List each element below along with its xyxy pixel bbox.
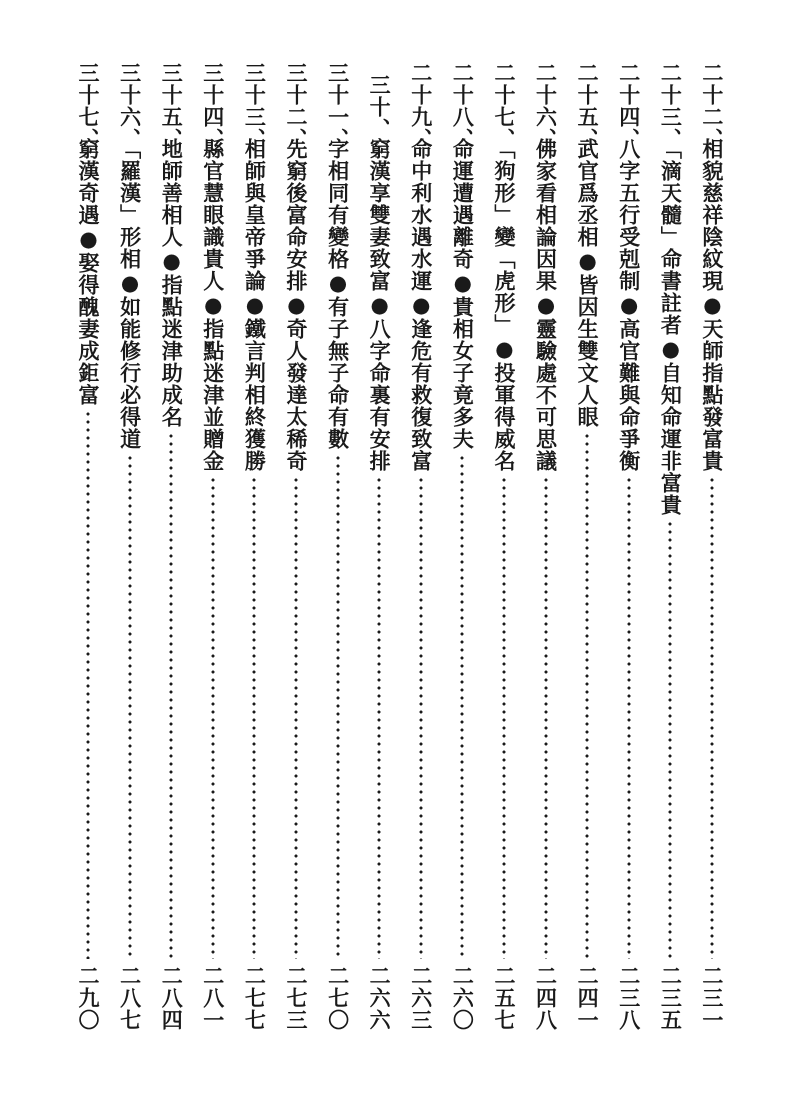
entry-number: 三十六、 <box>117 62 143 150</box>
toc-entry[interactable] <box>611 62 647 1047</box>
dot-leader <box>211 476 215 959</box>
entry-number: 二十六、 <box>533 62 559 150</box>
entry-number: 三十、 <box>367 74 393 140</box>
entry-page-number: 二七〇 <box>325 965 351 1031</box>
entry-page-number: 二七七 <box>242 965 268 1031</box>
dot-leader <box>336 454 340 959</box>
entry-title: 命運遭遇離奇●貴相女子竟多夫 <box>450 138 476 450</box>
toc-entry[interactable] <box>236 62 272 1047</box>
toc-entry[interactable] <box>361 62 397 1047</box>
toc-entry[interactable] <box>195 62 231 1047</box>
toc-entry[interactable] <box>694 62 730 1047</box>
entry-title: 「狗形」變「虎形」●投軍得威名 <box>491 138 517 472</box>
entry-title: 地師善相人●指點迷津助成名 <box>159 138 185 428</box>
dot-leader <box>169 432 173 959</box>
dot-leader <box>419 476 423 959</box>
entry-title: 縣官慧眼識貴人●指點迷津並贈金 <box>200 138 226 472</box>
entry-number: 三十四、 <box>200 62 226 150</box>
entry-number: 三十七、 <box>76 62 101 150</box>
toc-entry[interactable] <box>278 62 314 1047</box>
entry-title: 「滴天髓」命書註者●自知命運非富貴 <box>658 138 684 516</box>
dot-leader <box>585 432 589 959</box>
entry-page-number: 二六〇 <box>450 965 476 1031</box>
entry-number: 三十三、 <box>242 62 268 150</box>
dot-leader <box>294 476 298 959</box>
table-of-contents <box>70 62 730 1047</box>
entry-number: 二十五、 <box>575 62 601 150</box>
entry-title: 窮漢享雙妻致富●八字命裏有安排 <box>367 138 393 472</box>
toc-entry[interactable] <box>569 62 605 1047</box>
entry-title: 武官爲丞相●皆因生雙文人眼 <box>575 138 601 428</box>
dot-leader <box>377 476 381 959</box>
entry-page-number: 二七三 <box>283 965 309 1031</box>
dot-leader <box>460 454 464 959</box>
entry-number: 三十二、 <box>283 62 309 150</box>
entry-title: 窮漢奇遇●娶得醜妻成鉅富 <box>76 138 101 406</box>
toc-entry[interactable] <box>320 62 356 1047</box>
toc-entry[interactable] <box>652 62 688 1047</box>
dot-leader <box>627 476 631 959</box>
dot-leader <box>502 476 506 959</box>
entry-page-number: 二三八 <box>616 965 642 1031</box>
entry-title: 佛家看相論因果●靈驗處不可思議 <box>533 138 559 472</box>
entry-page-number: 二九〇 <box>76 965 101 1031</box>
entry-number: 二十九、 <box>408 62 434 150</box>
entry-title: 相師與皇帝爭論●鐵言判相終獲勝 <box>242 138 268 472</box>
dot-leader <box>544 476 548 959</box>
dot-leader <box>252 476 256 959</box>
entry-number: 二十七、 <box>491 62 517 150</box>
entry-page-number: 二六六 <box>367 965 393 1031</box>
entry-title: 字相同有變格●有子無子命有數 <box>325 138 351 450</box>
entry-page-number: 二八四 <box>159 965 185 1031</box>
entry-number: 二十八、 <box>450 62 476 150</box>
entry-title: 八字五行受剋制●高官難與命爭衡 <box>616 138 642 472</box>
entry-title: 相貌慈祥陰紋現●天師指點發富貴 <box>699 138 725 472</box>
entry-title: 先窮後富命安排●奇人發達太稀奇 <box>283 138 309 472</box>
entry-page-number: 二八一 <box>200 965 226 1031</box>
toc-entry[interactable] <box>153 62 189 1047</box>
toc-entry[interactable] <box>444 62 480 1047</box>
entry-number: 二十三、 <box>658 62 684 150</box>
toc-entry[interactable] <box>70 62 106 1047</box>
entry-page-number: 二四一 <box>575 965 601 1031</box>
entry-page-number: 二三一 <box>699 965 725 1031</box>
entry-number: 二十二、 <box>699 62 725 150</box>
entry-number: 二十四、 <box>616 62 642 150</box>
entry-title: 命中利水遇水運●逢危有救復致富 <box>408 138 434 472</box>
toc-entry[interactable] <box>486 62 522 1047</box>
dot-leader <box>710 476 714 959</box>
entry-page-number: 二四八 <box>533 965 559 1031</box>
entry-number: 三十五、 <box>159 62 185 150</box>
entry-number: 三十一、 <box>325 62 351 150</box>
dot-leader <box>128 454 132 959</box>
toc-entry[interactable] <box>112 62 148 1047</box>
entry-page-number: 二三五 <box>658 965 684 1031</box>
entry-page-number: 二六三 <box>408 965 434 1031</box>
entry-page-number: 二五七 <box>491 965 517 1031</box>
entry-title: 「羅漢」形相●如能修行必得道 <box>117 138 143 450</box>
toc-entry[interactable] <box>403 62 439 1047</box>
dot-leader <box>668 520 672 959</box>
toc-entry[interactable] <box>528 62 564 1047</box>
dot-leader <box>86 410 90 959</box>
entry-page-number: 二八七 <box>117 965 143 1031</box>
